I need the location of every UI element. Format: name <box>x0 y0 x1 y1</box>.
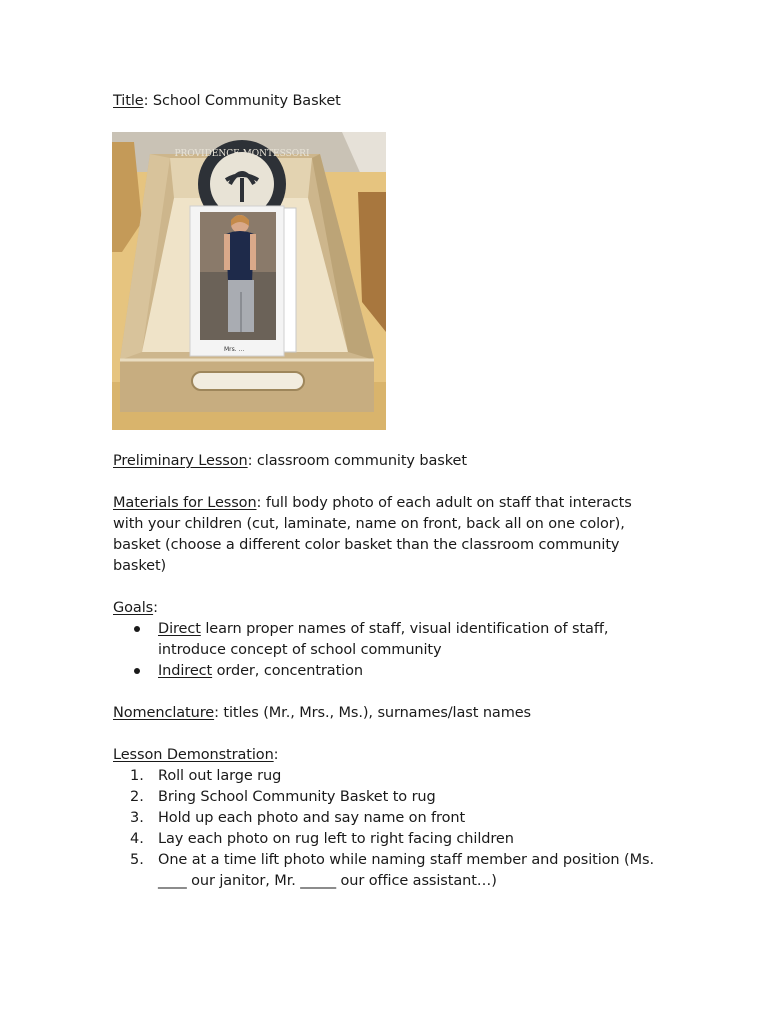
demonstration-heading <box>113 745 278 766</box>
seal-text: PROVIDENCE MONTESSORI <box>174 149 310 159</box>
goals-label: Goals <box>113 600 154 616</box>
step-text: Lay each photo on rug left to right facing children <box>158 831 514 847</box>
nomenclature-line <box>113 703 531 724</box>
materials-sep: : <box>256 495 262 511</box>
title-label: Title <box>113 93 144 109</box>
step-number: 3. <box>130 810 144 826</box>
title-sep: : <box>143 93 149 109</box>
goal-indirect-text: order, concentration <box>212 663 363 679</box>
preliminary-line <box>113 451 467 472</box>
title-value: School Community Basket <box>148 93 341 109</box>
goal-bullet <box>134 668 140 674</box>
goal-indirect-line <box>158 661 363 682</box>
person-shirt <box>226 231 254 282</box>
goal-direct-text: learn proper names of staff, visual identification of staff, <box>200 621 609 637</box>
materials-line-4: basket) <box>113 558 167 574</box>
materials-line-3: basket (choose a different color basket than the classroom community <box>113 537 620 553</box>
materials-line-1 <box>113 493 632 514</box>
step-number: 2. <box>130 789 144 805</box>
step-text-continued: ____ our janitor, Mr. _____ our office assistant…) <box>158 873 497 889</box>
step-text: Bring School Community Basket to rug <box>158 789 436 805</box>
nomenclature-label: Nomenclature <box>113 705 215 721</box>
step-text: One at a time lift photo while naming staff member and position (Ms. <box>158 852 654 868</box>
preliminary-label: Preliminary Lesson <box>113 453 248 469</box>
goal-direct-label: Direct <box>158 621 201 637</box>
basket-handle <box>192 372 304 390</box>
goal-bullet <box>134 626 140 632</box>
title-line <box>113 91 341 112</box>
person-left-arm <box>224 234 230 270</box>
materials-label: Materials for Lesson <box>113 495 257 511</box>
step-number: 4. <box>130 831 144 847</box>
nomenclature-value: titles (Mr., Mrs., Ms.), surnames/last names <box>218 705 531 721</box>
step-text: Hold up each photo and say name on front <box>158 810 466 826</box>
demonstration-sep: : <box>273 747 279 763</box>
basket-photo <box>112 132 386 430</box>
materials-line-2: with your children (cut, laminate, name on front, back all on one color), <box>113 516 625 532</box>
preliminary-value: classroom community basket <box>252 453 467 469</box>
goals-sep: : <box>153 600 158 616</box>
goal-direct-line-1 <box>158 619 608 640</box>
step-text: Roll out large rug <box>158 768 282 784</box>
nomenclature-sep: : <box>214 705 219 721</box>
step-number: 1. <box>130 768 144 784</box>
goals-heading <box>113 598 158 619</box>
person-right-arm <box>250 234 256 270</box>
card-caption: Mrs. ... <box>224 346 245 353</box>
demonstration-label: Lesson Demonstration <box>113 747 274 763</box>
goal-direct-line-2: introduce concept of school community <box>158 642 442 658</box>
step-number: 5. <box>130 852 144 868</box>
preliminary-sep: : <box>247 453 253 469</box>
materials-text-1: full body photo of each adult on staff that interacts <box>261 495 632 511</box>
goal-indirect-label: Indirect <box>158 663 213 679</box>
basket-photo-svg <box>112 132 386 430</box>
